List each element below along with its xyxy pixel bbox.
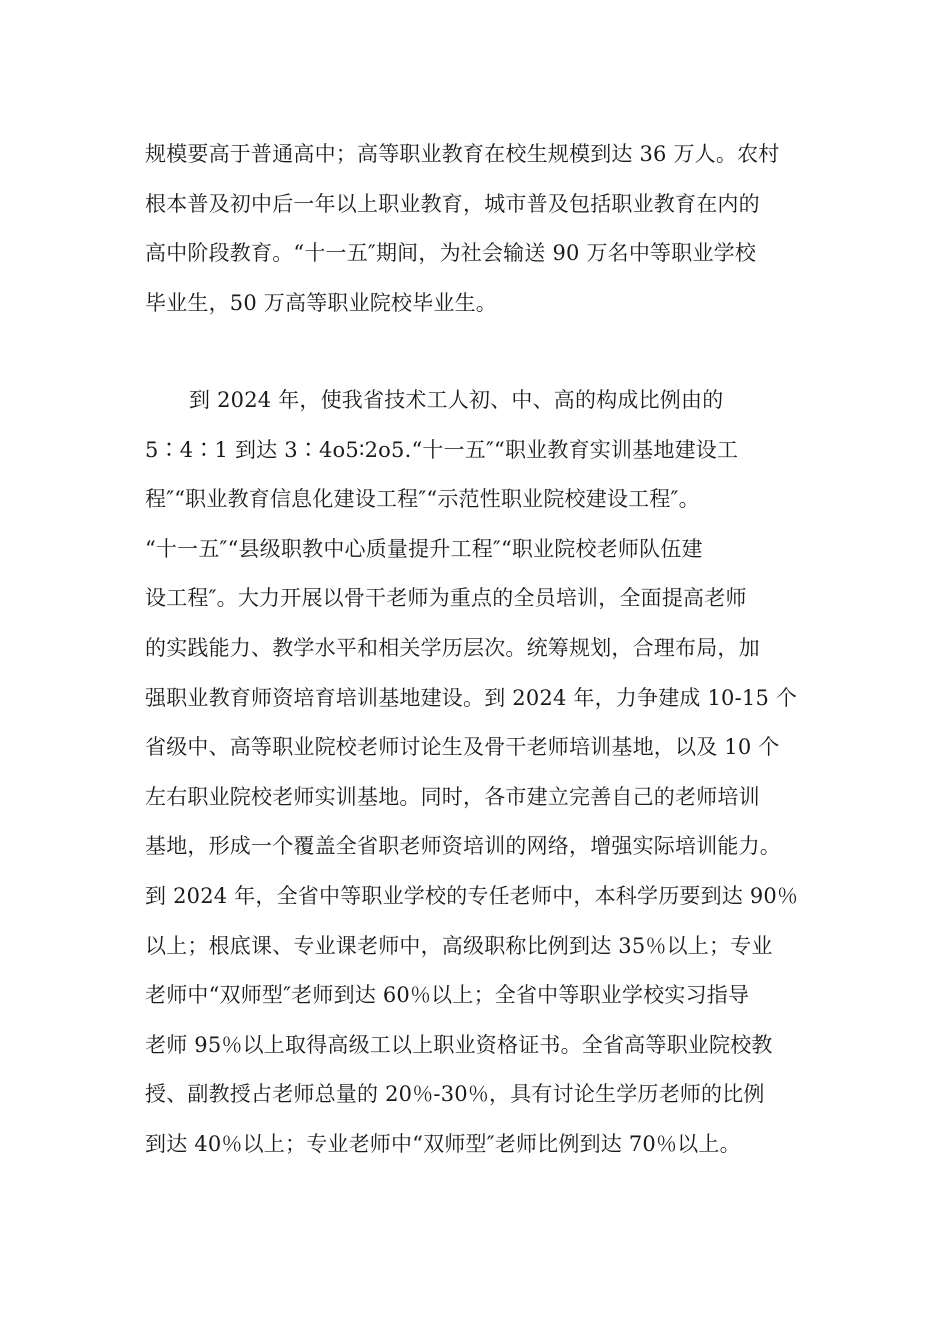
paragraph-line: 高中阶段教育。“十一五″期间，为社会输送 90 万名中等职业学校: [145, 241, 757, 266]
paragraph-line: 规模要高于普通高中；高等职业教育在校生规模到达 36 万人。农村: [145, 142, 780, 166]
paragraph-line: 左右职业院校老师实训基地。同时，各市建立完善自己的老师培训: [145, 784, 760, 809]
paragraph-line: 强职业教育师资培育培训基地建设。到 2024 年，力争建成 10-15 个: [145, 685, 798, 710]
paragraph-line: 到 2024 年，全省中等职业学校的专任老师中，本科学历要到达 90％: [145, 883, 799, 908]
paragraph-line: 毕业生，50 万高等职业院校毕业生。: [145, 290, 497, 315]
paragraph-line: 省级中、高等职业院校老师讨论生及骨干老师培训基地，以及 10 个: [145, 735, 780, 760]
paragraph-line: 到 2024 年，使我省技术工人初、中、高的构成比例由的: [189, 388, 724, 412]
paragraph-line: 程″“职业教育信息化建设工程″“示范性职业院校建设工程″。: [145, 487, 700, 512]
paragraph-line: 以上；根底课、专业课老师中，高级职称比例到达 35％以上；专业: [145, 933, 773, 958]
paragraph-line: 5∶4∶1 到达 3∶4o5∶2o5.“十一五″“职业教育实训基地建设工: [145, 437, 739, 462]
paragraph-2: [145, 376, 810, 1170]
paragraph-line: 老师中“双师型″老师到达 60％以上；全省中等职业学校实习指导: [145, 983, 750, 1008]
paragraph-line: 基地，形成一个覆盖全省职老师资培训的网络，增强实际培训能力。: [145, 834, 781, 859]
paragraph-1: [145, 130, 810, 328]
paragraph-line: 授、副教授占老师总量的 20％-30％，具有讨论生学历老师的比例: [145, 1082, 765, 1107]
paragraph-line: “十一五″“县级职教中心质量提升工程″“职业院校老师队伍建: [145, 536, 703, 561]
paragraph-line: 到达 40％以上；专业老师中“双师型″老师比例到达 70％以上。: [145, 1131, 741, 1156]
paragraph-line: 老师 95％以上取得高级工以上职业资格证书。全省高等职业院校教: [145, 1032, 773, 1057]
paragraph-line: 的实践能力、教学水平和相关学历层次。统筹规划，合理布局，加: [145, 635, 760, 660]
paragraph-line: 根本普及初中后一年以上职业教育，城市普及包括职业教育在内的: [145, 191, 760, 216]
paragraph-line: 设工程″。大力开展以骨干老师为重点的全员培训，全面提高老师: [145, 586, 747, 611]
